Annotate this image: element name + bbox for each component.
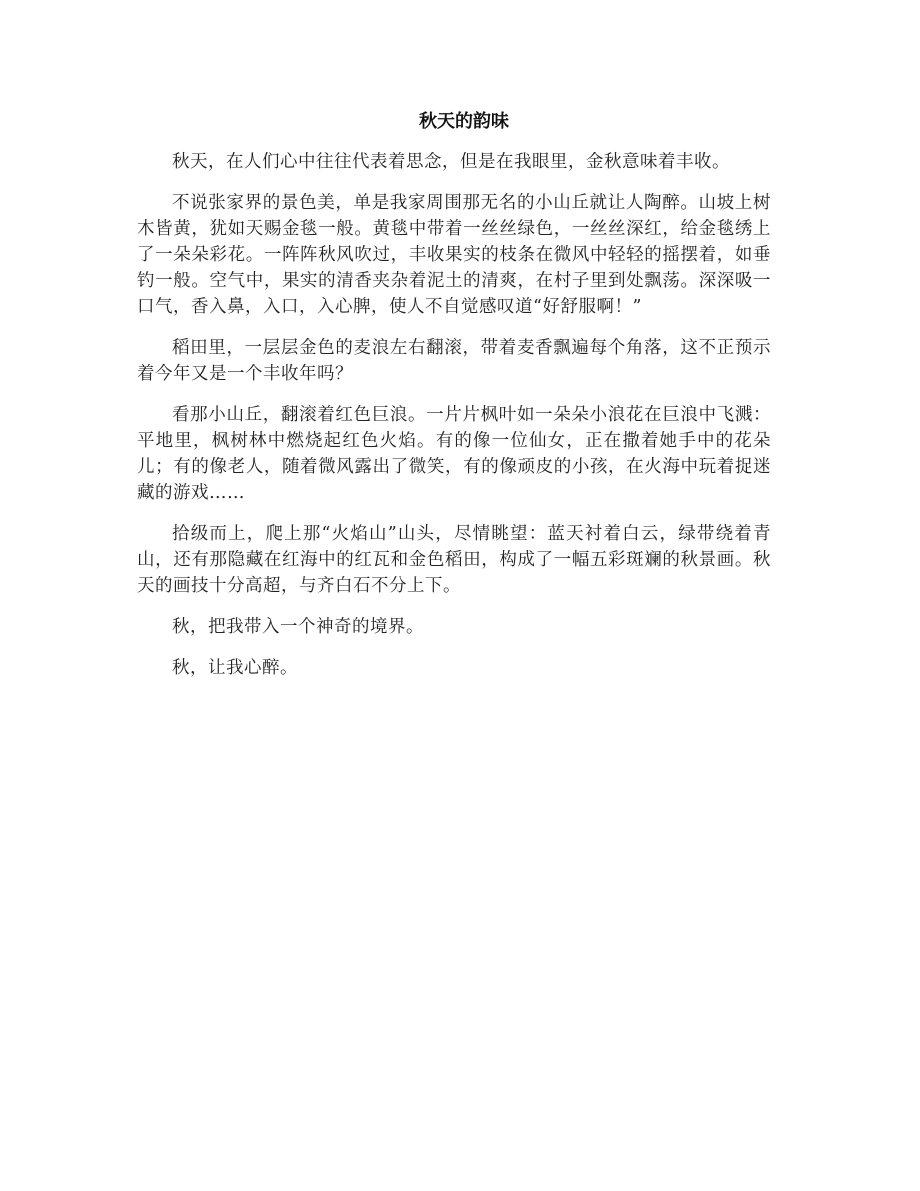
paragraph-6: 秋，把我带入一个神奇的境界。 [172,617,424,637]
paragraph-1: 秋天，在人们心中往往代表着思念，但是在我眼里，金秋意味着丰收。 [172,152,730,172]
paragraph-2: 不说张家界的景色美，单是我家周围那无名的小山丘就让人陶醉。山坡上树木皆黄，犹如天赐金毯一般。黄毯中带着一丝丝绿色，一丝丝深红，给金毯绣上了一朵朵彩花。一阵阵秋风吹过，丰收果实的枝条在微风中轻轻的摇摆着，如垂钓一般。空气中，果实的清香夹杂着泥土的清爽，在村子里到处飘荡。深深吸一口气，香入鼻，入口，入心脾，使人不自觉感叹道“好舒服啊！” [137,193,771,317]
document-title: 秋天的韵味 [419,111,509,132]
paragraph-4: 看那小山丘，翻滚着红色巨浪。一片片枫叶如一朵朵小浪花在巨浪中飞溅：平地里，枫树林中燃烧起红色火焰。有的像一位仙女，正在撒着她手中的花朵儿；有的像老人，随着微风露出了微笑，有的像顽皮的小孩，在火海中玩着捉迷藏的游戏…… [137,405,771,503]
paragraph-5: 拾级而上，爬上那“火焰山”山头，尽情眺望：蓝天衬着白云，绿带绕着青山，还有那隐藏在红海中的红瓦和金色稻田，构成了一幅五彩斑斓的秋景画。秋天的画技十分高超，与齐白石不分上下。 [137,524,771,596]
document-page [137,109,771,696]
paragraph-3: 稻田里，一层层金色的麦浪左右翻滚，带着麦香飘遍每个角落，这不正预示着今年又是一个丰收年吗？ [137,338,771,384]
paragraph-7: 秋，让我心醉。 [172,658,298,678]
